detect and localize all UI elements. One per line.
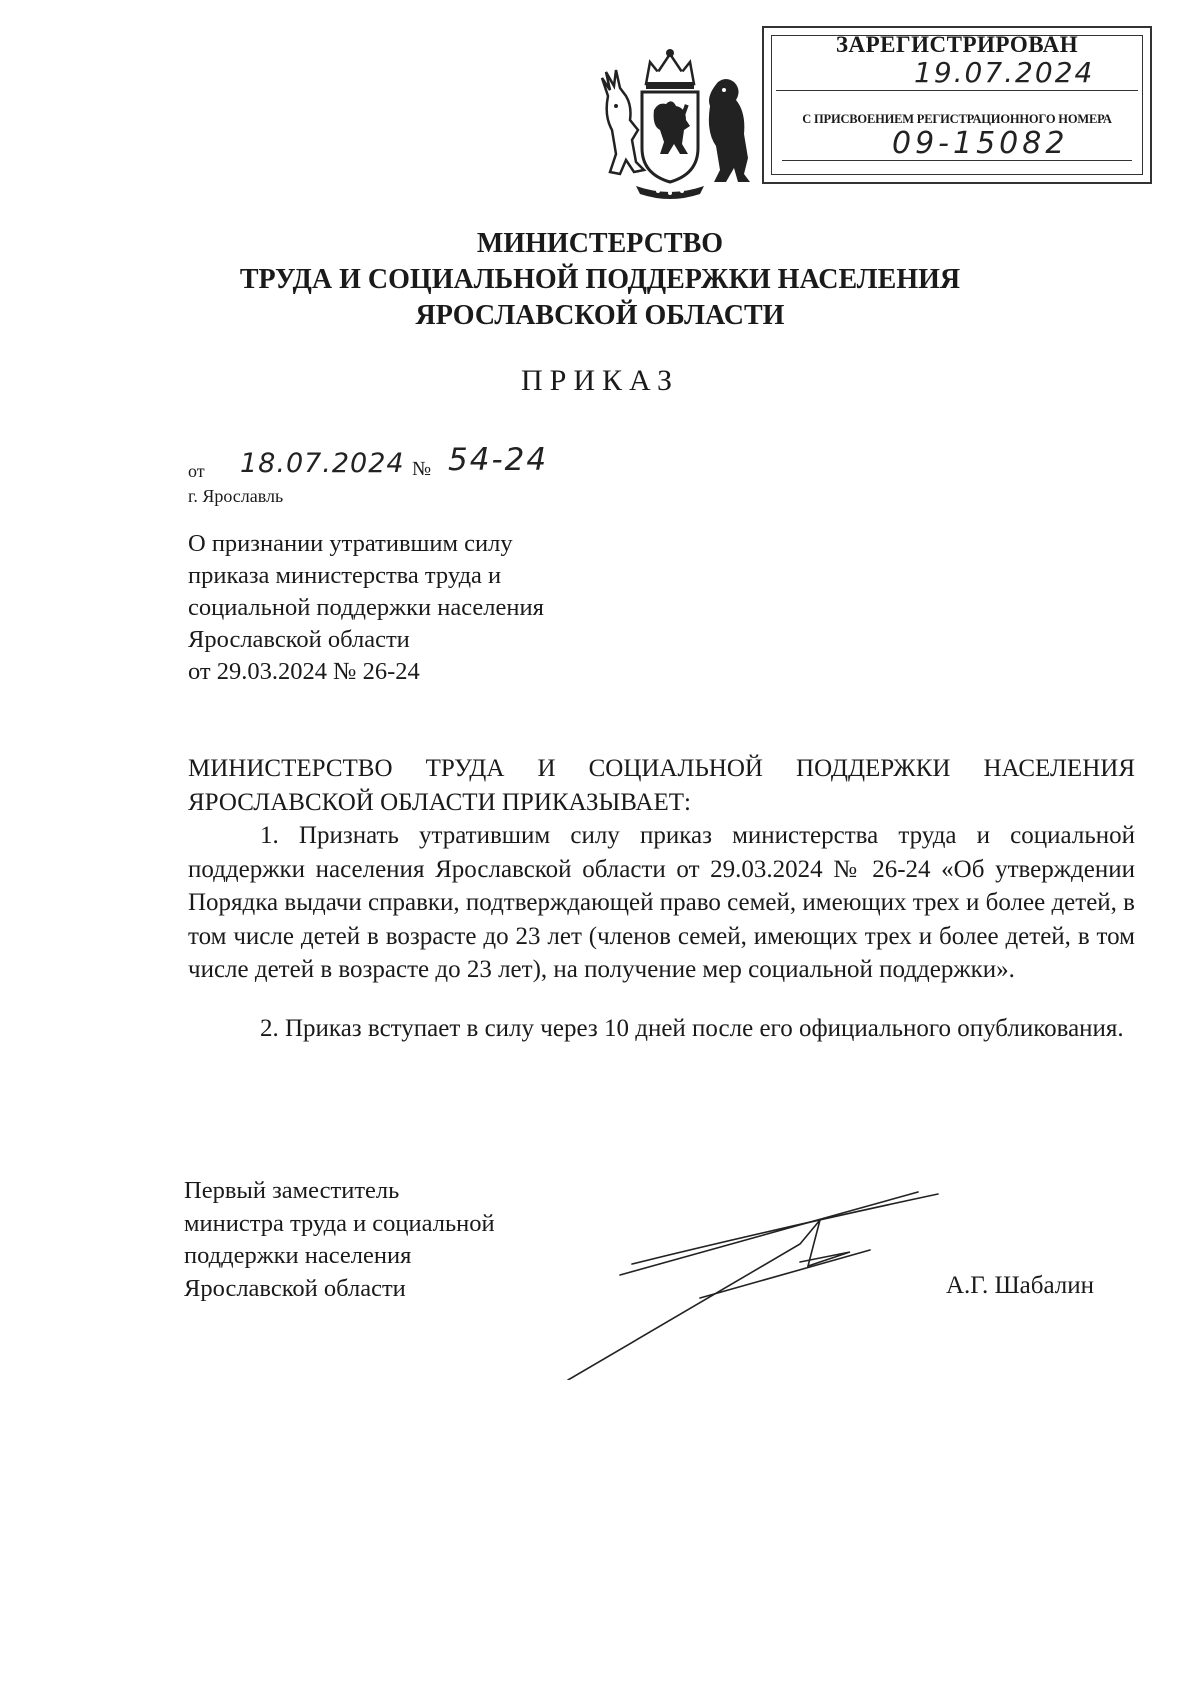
number-sign: № bbox=[412, 458, 432, 480]
document-type: ПРИКАЗ bbox=[521, 364, 679, 397]
order-title-line: от 29.03.2024 № 26-24 bbox=[188, 658, 420, 685]
order-title-line: социальной поддержки населения bbox=[188, 594, 544, 621]
stamp-subtitle: С ПРИСВОЕНИЕМ РЕГИСТРАЦИОННОГО НОМЕРА bbox=[802, 112, 1112, 126]
city: г. Ярославль bbox=[188, 486, 284, 506]
date-label: от bbox=[188, 461, 205, 481]
stamp-divider bbox=[782, 160, 1132, 161]
ministry-heading-line1: МИНИСТЕРСТВО bbox=[476, 228, 724, 259]
stamp-date-handwritten: 19.07.2024 bbox=[914, 56, 1095, 89]
signer-position-line: Ярославской области bbox=[184, 1274, 406, 1302]
stamp-title: ЗАРЕГИСТРИРОВАН bbox=[835, 32, 1079, 57]
coat-of-arms-emblem bbox=[588, 48, 752, 200]
order-date-handwritten: 18.07.2024 bbox=[240, 448, 405, 479]
order-title-line: Ярославской области bbox=[188, 626, 410, 653]
stamp-reg-number-handwritten: 09-15082 bbox=[892, 126, 1069, 161]
body-paragraph-1: 1. Признать утратившим силу приказ министерства труда и социальной поддержки населения Ярославской области от 29.03.2024 № 26-24 «Об утверждении Порядка выдачи справки, подтверждающей право семей, имеющих трех и более детей, в том числе детей в возрасте до 23 лет (членов семей, имеющих трех и более детей, в том числе детей в возрасте до 23 лет), на получение мер социальной поддержки». bbox=[188, 822, 1135, 984]
signer-position-line: поддержки населения bbox=[184, 1242, 412, 1269]
order-title-line: О признании утратившим силу bbox=[188, 530, 513, 557]
registration-stamp bbox=[762, 26, 1152, 184]
signer-name: А.Г. Шабалин bbox=[946, 1272, 1095, 1299]
body-paragraph-2: 2. Приказ вступает в силу через 10 дней после его официального опубликования. bbox=[260, 1015, 1124, 1042]
order-number-handwritten: 54-24 bbox=[448, 442, 549, 478]
signer-position bbox=[184, 1175, 495, 1305]
ministry-heading-line2: ТРУДА И СОЦИАЛЬНОЙ ПОДДЕРЖКИ НАСЕЛЕНИЯ bbox=[239, 264, 961, 295]
signer-position-line: Первый заместитель bbox=[184, 1177, 400, 1204]
stamp-divider bbox=[776, 90, 1138, 91]
handwritten-signature bbox=[550, 1180, 950, 1380]
order-title bbox=[188, 528, 544, 688]
ministry-heading-line3: ЯРОСЛАВСКОЙ ОБЛАСТИ bbox=[415, 300, 785, 331]
order-title-line: приказа министерства труда и bbox=[188, 562, 502, 589]
signer-position-line: министра труда и социальной bbox=[184, 1209, 495, 1237]
body-heading: МИНИСТЕРСТВО ТРУДА И СОЦИАЛЬНОЙ ПОДДЕРЖКИ НАСЕЛЕНИЯ ЯРОСЛАВСКОЙ ОБЛАСТИ ПРИКАЗЫВАЕТ: bbox=[188, 755, 1135, 816]
